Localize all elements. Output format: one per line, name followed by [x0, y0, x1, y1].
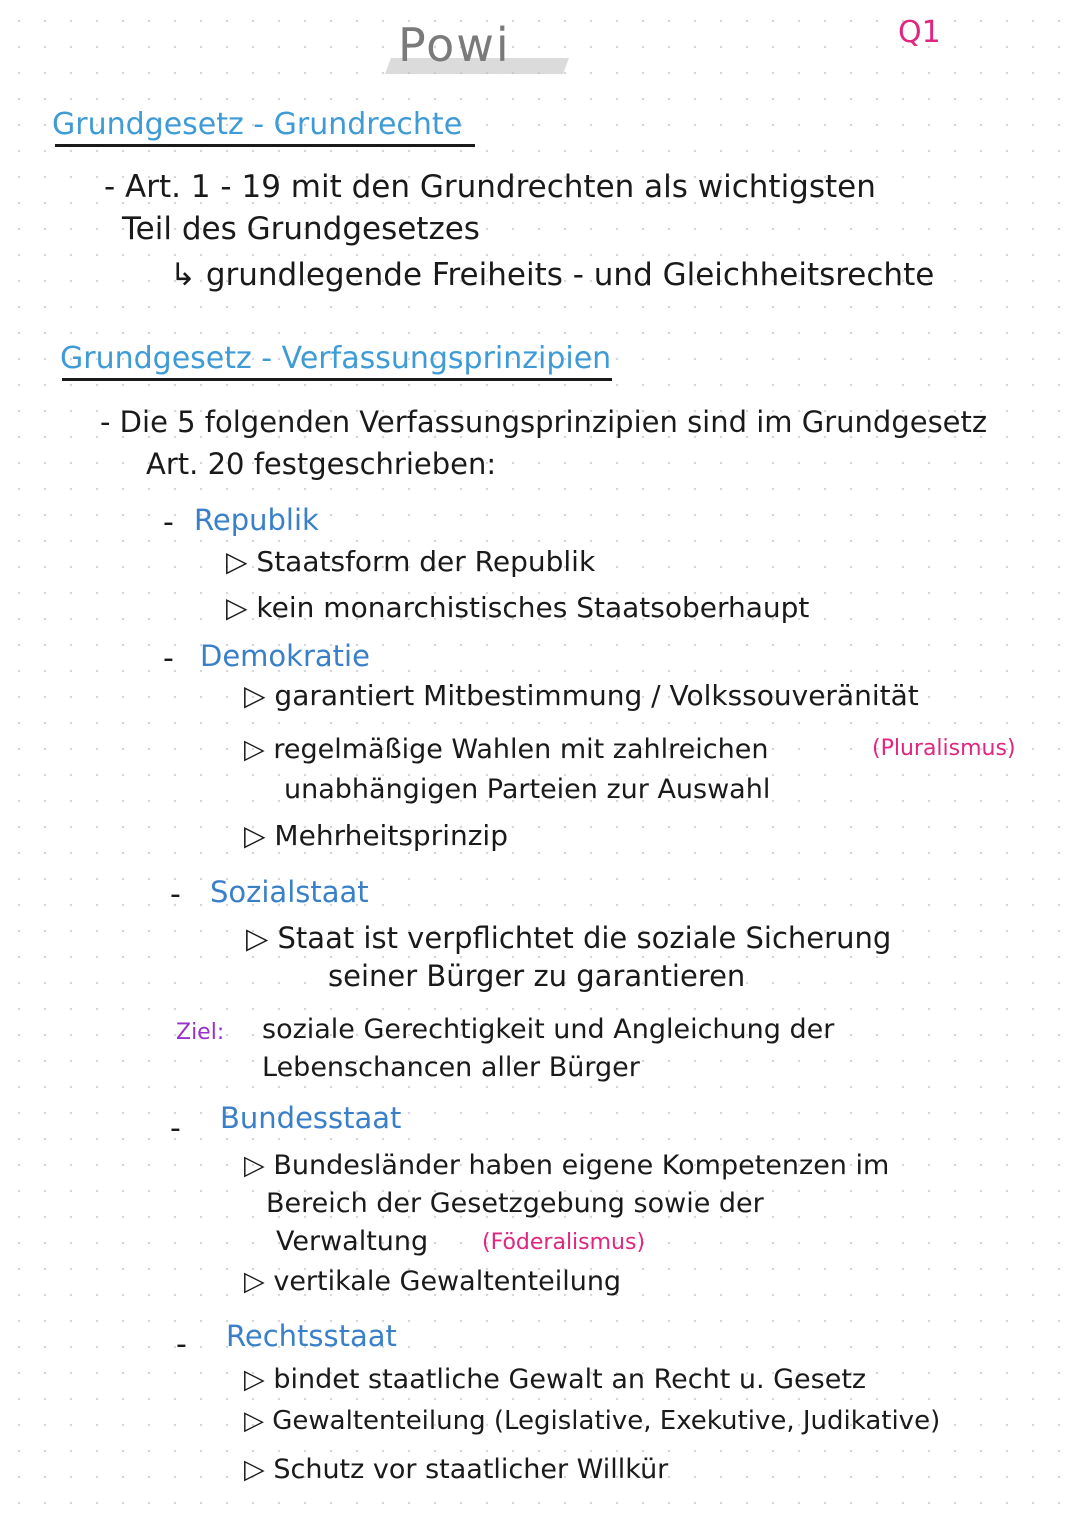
bundesstaat-point-1c: Verwaltung: [276, 1226, 429, 1257]
grundrechte-line-1: - Art. 1 - 19 mit den Grundrechten als wichtigsten: [104, 169, 876, 205]
rechtsstaat-point-2: ▷ Gewaltenteilung (Legislative, Exekutive, Judikative): [244, 1406, 941, 1436]
list-dash: -: [163, 641, 174, 676]
rechtsstaat-point-3: ▷ Schutz vor staatlicher Willkür: [244, 1454, 669, 1485]
demokratie-point-2b: unabhängigen Parteien zur Auswahl: [284, 774, 771, 805]
page-title: Powi: [398, 18, 511, 72]
bundesstaat-point-2: ▷ vertikale Gewaltenteilung: [244, 1266, 622, 1297]
grundrechte-arrow-line: ↳ grundlegende Freiheits - und Gleichheitsrechte: [170, 257, 935, 293]
sozialstaat-goal-line-1: soziale Gerechtigkeit und Angleichung der: [262, 1014, 835, 1045]
grundrechte-line-2: Teil des Grundgesetzes: [122, 211, 480, 247]
principle-title-bundesstaat: Bundesstaat: [220, 1101, 402, 1135]
principle-title-demokratie: Demokratie: [200, 639, 370, 673]
page-label: Q1: [898, 15, 941, 50]
republik-point-2: ▷ kein monarchistisches Staatsoberhaupt: [226, 591, 810, 624]
list-dash: -: [163, 505, 174, 540]
republik-point-1: ▷ Staatsform der Republik: [226, 545, 596, 578]
bundesstaat-point-1b: Bereich der Gesetzgebung sowie der: [266, 1188, 764, 1219]
bundesstaat-point-1a: ▷ Bundesländer haben eigene Kompetenzen im: [244, 1150, 890, 1181]
principle-title-rechtsstaat: Rechtsstaat: [226, 1319, 397, 1353]
demokratie-note-pluralismus: (Pluralismus): [872, 736, 1016, 761]
sozialstaat-goal-line-2: Lebenschancen aller Bürger: [262, 1052, 640, 1083]
bundesstaat-note-foederalismus: (Föderalismus): [482, 1230, 646, 1255]
list-dash: -: [170, 877, 181, 912]
sozialstaat-point-1a: ▷ Staat ist verpflichtet die soziale Sicherung: [246, 921, 892, 955]
rechtsstaat-point-1: ▷ bindet staatliche Gewalt an Recht u. Gesetz: [244, 1364, 867, 1395]
sozialstaat-point-1b: seiner Bürger zu garantieren: [328, 959, 746, 993]
demokratie-point-3: ▷ Mehrheitsprinzip: [244, 819, 508, 852]
principle-title-republik: Republik: [194, 503, 319, 537]
demokratie-point-1: ▷ garantiert Mitbestimmung / Volkssouveränität: [244, 679, 919, 712]
intro-line-1: - Die 5 folgenden Verfassungsprinzipien sind im Grundgesetz: [100, 405, 988, 439]
intro-line-2: Art. 20 festgeschrieben:: [146, 447, 497, 481]
heading-underline: [55, 144, 475, 147]
list-dash: -: [176, 1327, 187, 1362]
section-heading-grundrechte: Grundgesetz - Grundrechte: [52, 107, 463, 142]
demokratie-point-2a: ▷ regelmäßige Wahlen mit zahlreichen: [244, 734, 769, 765]
heading-underline: [62, 378, 612, 381]
principle-title-sozialstaat: Sozialstaat: [210, 875, 369, 909]
sozialstaat-goal-label: Ziel:: [176, 1020, 225, 1045]
list-dash: -: [170, 1111, 181, 1146]
section-heading-verfassungsprinzipien: Grundgesetz - Verfassungsprinzipien: [60, 341, 612, 376]
